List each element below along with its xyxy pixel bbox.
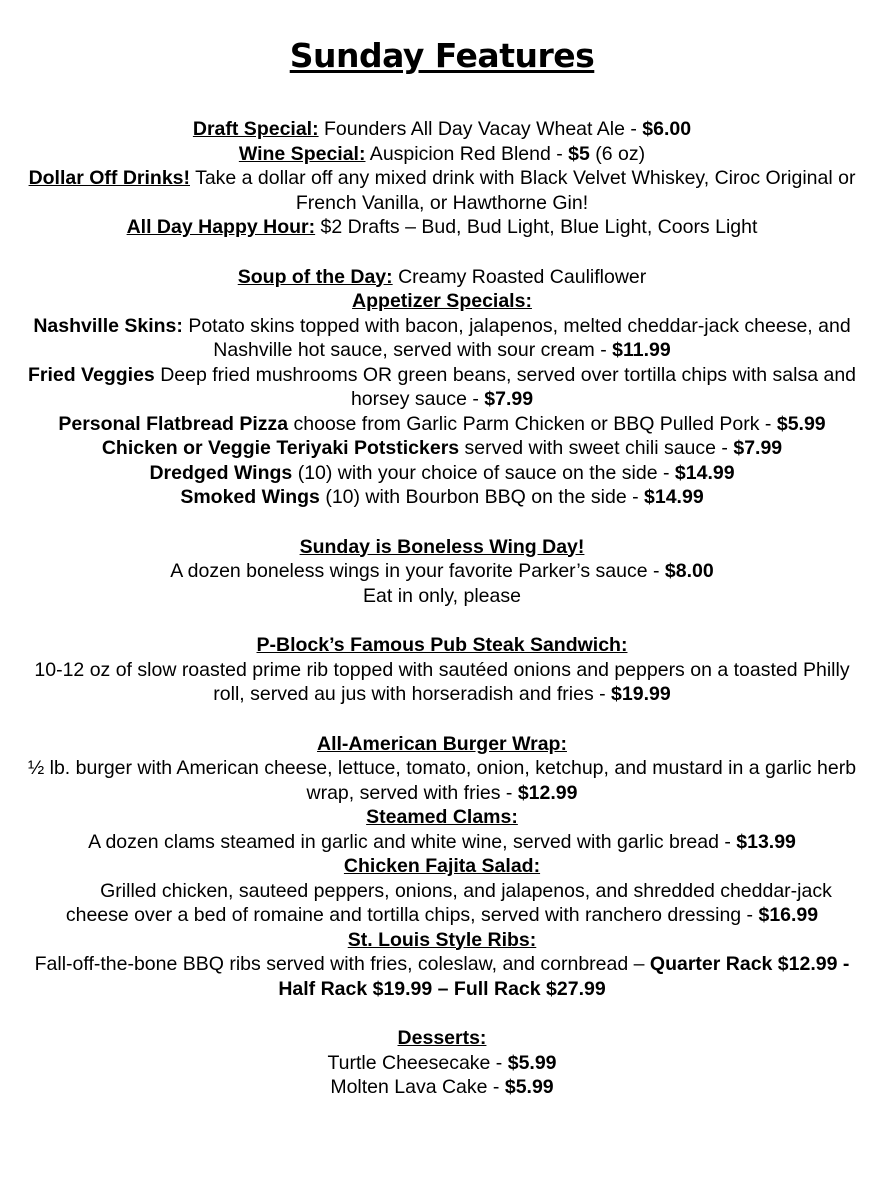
page-title: Sunday Features (289, 36, 595, 75)
appetizer-price: $7.99 (733, 437, 783, 459)
happy-hour-text: $2 Drafts – Bud, Bud Light, Blue Light, Coors Light (315, 216, 758, 238)
appetizer-name: Dredged Wings (149, 461, 293, 484)
appetizer-desc: Deep fried mushrooms OR green beans, served over tortilla chips with salsa and horsey sauce - (154, 363, 857, 410)
appetizer-item (22, 314, 862, 363)
clams-desc (22, 830, 862, 855)
appetizer-desc: served with sweet chili sauce - (459, 437, 734, 459)
dessert-name: Turtle Cheesecake - (327, 1051, 508, 1074)
spacer (22, 1001, 862, 1026)
dollar-off-text: Take a dollar off any mixed drink with Black Velvet Whiskey, Ciroc Original or French Vanilla, or Hawthorne Gin! (190, 167, 856, 214)
spacer (22, 510, 862, 535)
steak-heading: P-Block’s Famous Pub Steak Sandwich: (256, 634, 628, 656)
boneless-price: $8.00 (664, 560, 714, 582)
wine-special (22, 142, 862, 167)
dessert-price: $5.99 (507, 1051, 557, 1074)
draft-special (22, 117, 862, 142)
dessert-price: $5.99 (504, 1076, 554, 1098)
steak-price: $19.99 (611, 683, 671, 705)
burger-heading: All-American Burger Wrap: (317, 732, 567, 755)
soup-text: Creamy Roasted Cauliflower (392, 265, 647, 288)
clams-text: A dozen clams steamed in garlic and white wine, served with garlic bread - (88, 830, 737, 853)
dollar-off-drinks (22, 166, 862, 215)
appetizer-price: $11.99 (612, 339, 671, 361)
dessert-item (22, 1075, 862, 1100)
appetizer-item (22, 436, 862, 461)
wine-special-text: Auspicion Red Blend - (365, 142, 569, 165)
boneless-offer (22, 559, 862, 584)
soup-of-day (22, 265, 862, 290)
burger-desc (22, 756, 862, 805)
burger-price: $12.99 (517, 781, 578, 804)
appetizer-desc: choose from Garlic Parm Chicken or BBQ Pulled Pork - (288, 412, 777, 435)
burger-text: ½ lb. burger with American cheese, lettuce, tomato, onion, ketchup, and mustard in a garlic herb wrap, served with fries - (27, 757, 857, 804)
appetizer-name: Fried Veggies (27, 363, 155, 386)
appetizer-price: $14.99 (674, 461, 735, 484)
spacer (22, 240, 862, 265)
desserts-heading: Desserts: (397, 1027, 487, 1049)
draft-special-price: $6.00 (642, 118, 692, 140)
appetizer-item (22, 412, 862, 437)
wine-special-price: $5 (568, 142, 590, 165)
dessert-name: Molten Lava Cake - (330, 1076, 505, 1098)
draft-special-text: Founders All Day Vacay Wheat Ale - (318, 118, 643, 140)
happy-hour-label: All Day Happy Hour: (126, 216, 316, 238)
appetizer-price: $5.99 (776, 412, 826, 435)
appetizer-desc: (10) with your choice of sauce on the side - (292, 461, 675, 484)
boneless-heading: Sunday is Boneless Wing Day! (299, 535, 585, 558)
clams-price: $13.99 (736, 830, 796, 853)
fajita-price: $16.99 (758, 904, 819, 926)
wine-special-label: Wine Special: (238, 142, 366, 165)
appetizer-name: Chicken or Veggie Teriyaki Potstickers (101, 437, 460, 459)
steak-desc (22, 658, 862, 707)
ribs-text: Fall-off-the-bone BBQ ribs served with fries, coleslaw, and cornbread – (34, 953, 650, 975)
appetizer-name: Smoked Wings (180, 486, 320, 508)
ribs-prices: Quarter Rack $12.99 - Half Rack $19.99 – Full Rack $27.99 (278, 953, 850, 1000)
spacer (22, 608, 862, 633)
steak-text: 10-12 oz of slow roasted prime rib topped with sautéed onions and peppers on a toasted Philly roll, served au jus with horseradish and fries - (34, 658, 850, 705)
appetizer-heading: Appetizer Specials: (352, 290, 532, 312)
fajita-text: Grilled chicken, sauteed peppers, onions, and jalapenos, and shredded cheddar-jack cheese over a bed of romaine and tortilla chips, served with ranchero dressing - (65, 879, 832, 926)
appetizer-item (22, 461, 862, 486)
appetizer-name: Nashville Skins: (33, 314, 183, 337)
spacer (22, 707, 862, 732)
ribs-heading: St. Louis Style Ribs: (347, 928, 537, 951)
wine-special-note: (6 oz) (589, 142, 646, 165)
fajita-heading: Chicken Fajita Salad: (343, 855, 541, 877)
soup-label: Soup of the Day: (237, 265, 393, 288)
appetizer-price: $7.99 (484, 388, 534, 410)
clams-heading: Steamed Clams: (366, 806, 518, 828)
boneless-text: A dozen boneless wings in your favorite Parker’s sauce - (170, 560, 665, 582)
fajita-desc (22, 879, 862, 928)
dollar-off-label: Dollar Off Drinks! (28, 167, 190, 189)
menu-content (22, 117, 862, 1100)
happy-hour (22, 215, 862, 240)
boneless-note: Eat in only, please (363, 584, 521, 607)
dessert-item (22, 1051, 862, 1076)
appetizer-item (22, 485, 862, 510)
appetizer-desc: (10) with Bourbon BBQ on the side - (319, 486, 645, 508)
appetizer-name: Personal Flatbread Pizza (58, 412, 289, 435)
ribs-desc (22, 952, 862, 1001)
appetizer-item (22, 363, 862, 412)
appetizer-desc: Potato skins topped with bacon, jalapenos, melted cheddar-jack cheese, and Nashville hot sauce, served with sour cream - (182, 314, 851, 361)
appetizer-price: $14.99 (644, 486, 704, 508)
draft-special-label: Draft Special: (192, 118, 319, 140)
